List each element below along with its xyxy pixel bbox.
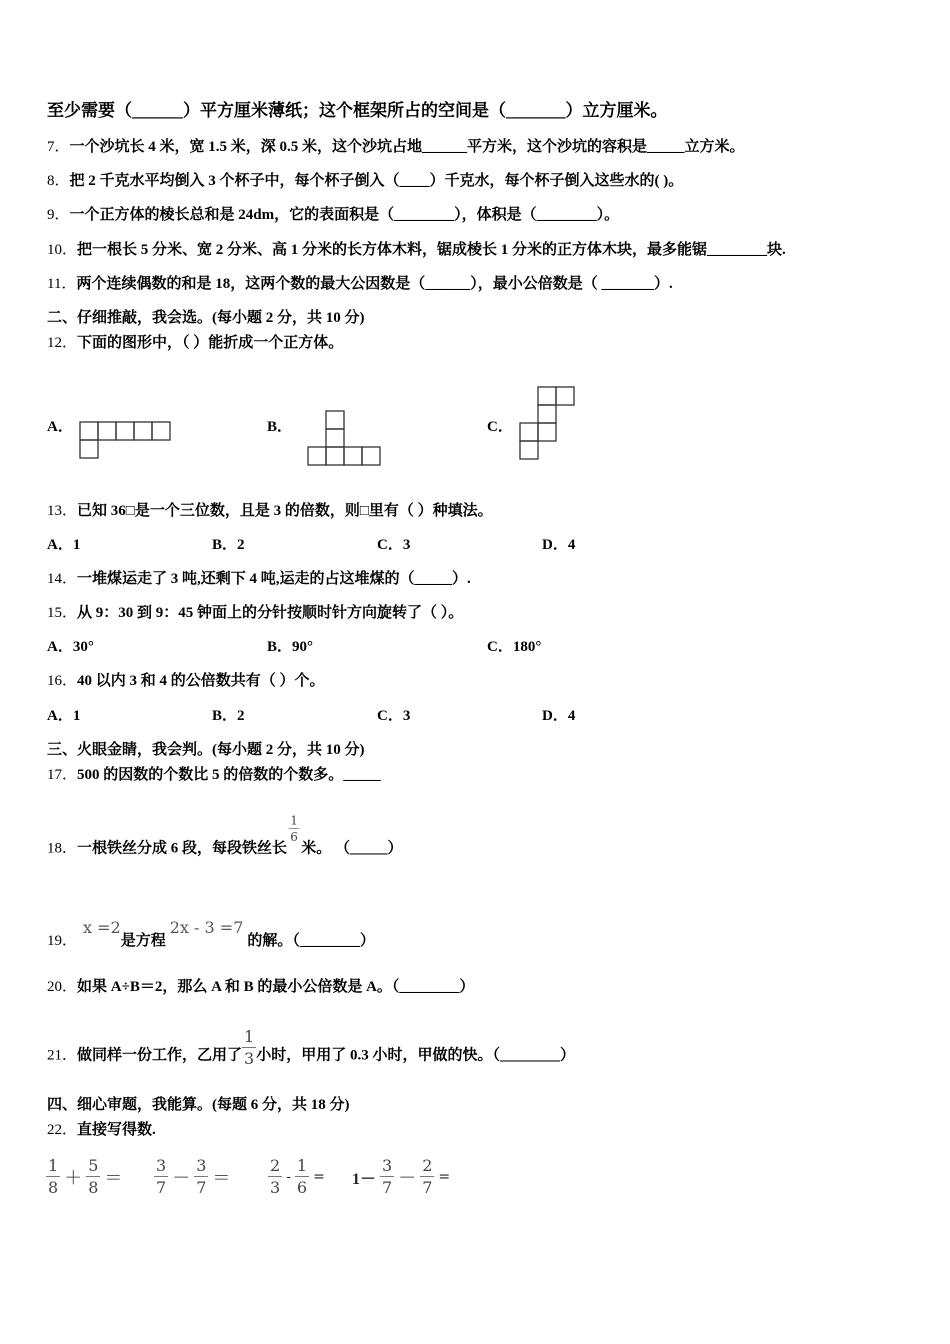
expression-2 xyxy=(154,1152,230,1202)
q16-option-c: C．3 xyxy=(377,708,411,724)
question-11 xyxy=(47,274,673,294)
option-c-label: C． xyxy=(487,419,513,435)
question-text-tail: 米。 （_____） xyxy=(301,840,403,857)
question-number: 9． xyxy=(47,207,70,223)
question-9 xyxy=(47,205,619,225)
question-13 xyxy=(47,501,493,521)
operator: － xyxy=(398,1168,417,1189)
question-10 xyxy=(47,240,786,260)
question-number: 7． xyxy=(47,139,70,155)
q15-option-c: C．180° xyxy=(487,639,542,655)
section-2-heading: 二、仔细推敲，我会选。(每小题 2 分，共 10 分) xyxy=(47,310,365,326)
fraction: $\frac{3}{7}$ xyxy=(382,1156,393,1197)
fraction: $\frac{3}{7}$ xyxy=(196,1156,207,1197)
prefix: 1－ xyxy=(352,1170,377,1188)
question-text: 两个连续偶数的和是 18，这两个数的最大公因数是（______），最小公倍数是（ _______）. xyxy=(76,276,673,292)
question-number: 21． xyxy=(47,1047,78,1064)
question-text: 500 的因数的个数比 5 的倍数的个数多。_____ xyxy=(77,767,381,783)
fraction: $\frac{2}{7}$ xyxy=(422,1156,433,1197)
section-3-heading: 三、火眼金睛，我会判。(每小题 2 分，共 10 分) xyxy=(47,742,365,758)
fraction: $\frac{1}{8}$ xyxy=(48,1156,59,1197)
question-text: 做同样一份工作，乙用了 xyxy=(77,1047,243,1064)
question-text: 直接写得数. xyxy=(77,1122,156,1138)
fraction: $\frac{3}{7}$ xyxy=(156,1156,167,1197)
expression-1 xyxy=(46,1152,122,1202)
expression-4 xyxy=(352,1152,450,1202)
question-number: 8． xyxy=(47,173,70,189)
equals-sign: = xyxy=(438,1169,451,1185)
fraction: $\frac{1}{6}$ xyxy=(296,1156,308,1197)
operator: - xyxy=(286,1169,291,1185)
question-number: 16． xyxy=(47,673,78,689)
q13-option-b: B．2 xyxy=(212,537,245,553)
q16-option-a: A．1 xyxy=(47,708,81,724)
question-20 xyxy=(47,977,474,997)
math-equation: 2x - 3 =7 xyxy=(169,918,244,937)
question-number: 12． xyxy=(47,335,78,351)
q15-option-b: B．90° xyxy=(267,639,314,655)
question-number: 13． xyxy=(47,503,78,519)
line-fill-blank-paper: 至少需要（______）平方厘米薄纸；这个框架所占的空间是（_______）立方厘米。 xyxy=(47,101,668,120)
question-21 xyxy=(47,1027,575,1075)
section-4-heading: 四、细心审题，我能算。(每题 6 分，共 18 分) xyxy=(47,1097,350,1113)
option-a-label: A． xyxy=(47,419,73,435)
question-text: 是方程 xyxy=(120,933,166,949)
equals-sign: ＝ xyxy=(104,1168,123,1189)
q16-option-d: D．4 xyxy=(542,708,576,724)
expression-3 xyxy=(268,1152,325,1202)
question-text: 如果 A÷B＝2，那么 A 和 B 的最小公倍数是 A。（________） xyxy=(77,979,475,995)
question-text: 把 2 千克水平均倒入 3 个杯子中，每个杯子倒入（____）千克水，每个杯子倒入这些水的( )。 xyxy=(69,173,684,189)
question-17 xyxy=(47,765,381,785)
question-number: 22． xyxy=(47,1122,78,1138)
question-number: 10． xyxy=(47,242,78,258)
fraction: $\frac{5}{8}$ xyxy=(88,1156,99,1197)
equals-sign: = xyxy=(313,1169,325,1185)
question-14 xyxy=(47,569,471,589)
question-number: 20． xyxy=(47,979,78,995)
question-16 xyxy=(47,671,325,691)
question-12 xyxy=(47,333,343,353)
question-text: 把一根长 5 分米、宽 2 分米、高 1 分米的长方体木料，锯成棱长 1 分米的正方体木块，最多能锯________块. xyxy=(77,242,786,258)
cube-net-a xyxy=(78,420,174,462)
question-number: 17． xyxy=(47,767,78,783)
question-text: 已知 36□是一个三位数，且是 3 的倍数，则□里有（ ）种填法。 xyxy=(77,503,493,519)
fraction: $\frac{2}{3}$ xyxy=(270,1156,281,1197)
operator: ＋ xyxy=(64,1168,83,1189)
question-text: 一个沙坑长 4 米，宽 1.5 米，深 0.5 米，这个沙坑占地______平方米，这个沙坑的容积是_____立方米。 xyxy=(69,139,745,155)
question-19 xyxy=(47,918,375,951)
cube-net-c xyxy=(517,385,581,465)
question-text: 一个正方体的棱长总和是 24dm，它的表面积是（________），体积是（________）。 xyxy=(69,207,620,223)
q13-option-c: C．3 xyxy=(377,537,411,553)
question-text: 从 9：30 到 9：45 钟面上的分针按顺时针方向旋转了（ ）。 xyxy=(77,605,464,621)
question-number: 19． xyxy=(47,933,78,949)
fraction-one-third: $\frac{1}{3}$ xyxy=(244,1027,255,1068)
equals-sign: ＝ xyxy=(212,1168,231,1189)
question-text: 下面的图形中，（ ）能折成一个正方体。 xyxy=(77,335,344,351)
q16-option-b: B．2 xyxy=(212,708,245,724)
question-text: 一堆煤运走了 3 吨,还剩下 4 吨,运走的占这堆煤的（_____）. xyxy=(77,571,471,587)
question-18 xyxy=(47,813,403,868)
question-number: 15． xyxy=(47,605,78,621)
fraction-one-sixth: $\frac{1}{6}$ xyxy=(290,813,298,844)
q13-option-d: D．4 xyxy=(542,537,576,553)
operator: － xyxy=(172,1168,191,1189)
question-7 xyxy=(47,137,745,157)
question-15 xyxy=(47,603,463,623)
question-text: 一根铁丝分成 6 段，每段铁丝长 xyxy=(77,840,288,857)
option-b-label: B． xyxy=(267,419,293,435)
question-22 xyxy=(47,1120,156,1140)
question-number: 14． xyxy=(47,571,78,587)
q15-option-a: A．30° xyxy=(47,639,94,655)
question-text-tail: 的解。（________） xyxy=(247,933,375,949)
question-number: 11． xyxy=(47,276,77,292)
question-text: 40 以内 3 和 4 的公倍数共有（ ）个。 xyxy=(77,673,325,689)
q13-option-a: A．1 xyxy=(47,537,81,553)
question-text-tail: 小时，甲用了 0.3 小时，甲做的快。（________） xyxy=(256,1047,575,1064)
question-number: 18． xyxy=(47,840,78,857)
math-x-equals-2: x =2 xyxy=(83,918,121,937)
question-8 xyxy=(47,171,683,191)
cube-net-b xyxy=(305,409,385,469)
